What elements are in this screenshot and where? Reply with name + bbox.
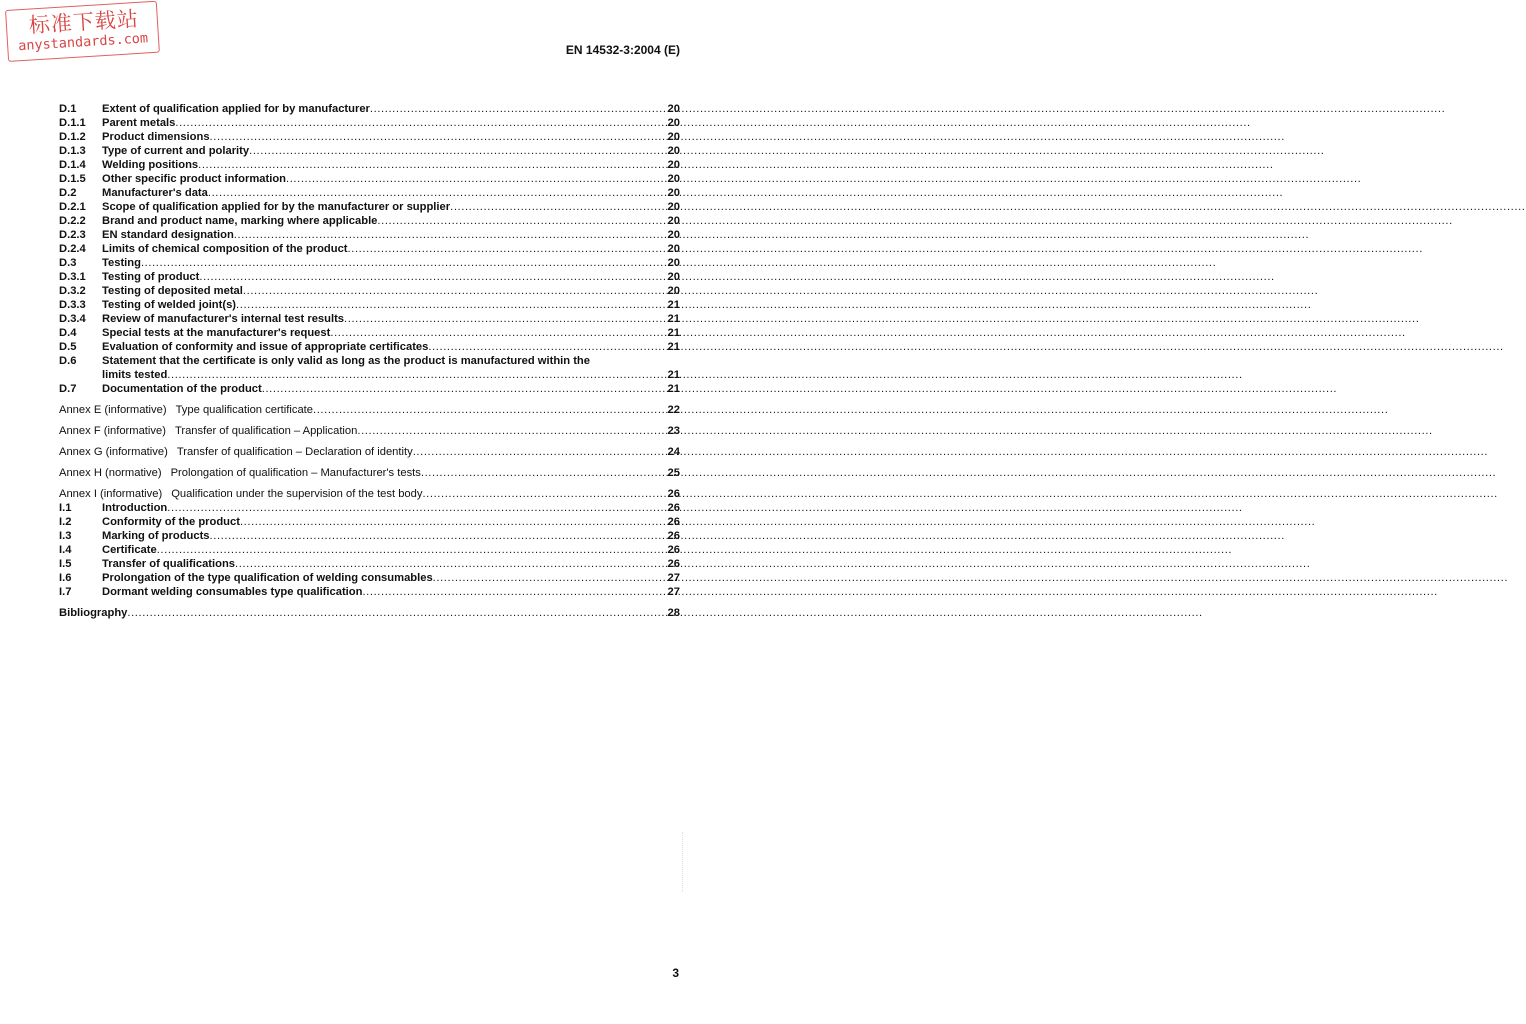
toc-entry[interactable] [59, 501, 680, 515]
toc-entry-title: Transfer of qualifications [102, 558, 236, 570]
annex-page: 26 [667, 488, 680, 500]
bibliography-title: Bibliography [59, 607, 128, 619]
leader-dots [330, 326, 666, 340]
toc-entry-title: Testing of product [102, 271, 200, 283]
toc-entry-page: 20 [667, 145, 680, 157]
toc-entry-title: Brand and product name, marking where applicable [102, 215, 378, 227]
toc-entry-page: 20 [667, 173, 680, 185]
annex-title: Prolongation of qualification – Manufacturer's tests [170, 467, 421, 479]
leader-dots [243, 284, 667, 298]
toc-annex-f[interactable] [59, 424, 680, 438]
toc-entry-title: Review of manufacturer's internal test results [102, 313, 345, 325]
leader-dots [370, 102, 667, 116]
edge-scan-mark [682, 832, 685, 892]
toc-entry[interactable] [59, 116, 680, 130]
annex-page: 24 [667, 446, 680, 458]
annex-page: 22 [667, 404, 680, 416]
toc-entry-number: D.1.5 [59, 173, 86, 185]
toc-entry-number: D.4 [59, 327, 77, 339]
toc-entry-title: Special tests at the manufacturer's request [102, 327, 331, 339]
toc-entry-number: I.2 [59, 516, 72, 528]
toc-entry[interactable] [59, 529, 680, 543]
leader-dots [141, 256, 667, 270]
toc-entry-number: D.1.1 [59, 117, 86, 129]
toc-entry-page: 20 [667, 285, 680, 297]
toc-entry-page: 27 [667, 572, 680, 584]
annex-label: Annex G (informative) [59, 446, 168, 458]
toc-entry[interactable] [59, 186, 680, 200]
toc-entry[interactable] [59, 340, 680, 354]
annex-page: 25 [667, 467, 680, 479]
toc-entry-page: 26 [667, 530, 680, 542]
toc-entry-number: D.2.3 [59, 229, 86, 241]
toc-entry[interactable] [59, 354, 680, 368]
toc-entry-number: D.3 [59, 257, 77, 269]
leader-dots [236, 298, 667, 312]
toc-entry-number: I.3 [59, 530, 72, 542]
toc-entry-page: 20 [667, 131, 680, 143]
annex-page: 23 [667, 425, 680, 437]
toc-entry-title: Statement that the certificate is only valid as long as the product is manufactured within the [102, 355, 590, 367]
annex-title: Type qualification certificate [175, 404, 314, 416]
toc-entry-page: 20 [667, 243, 680, 255]
annex-title: Transfer of qualification – Declaration of identity [176, 446, 413, 458]
toc-entry-number: I.1 [59, 502, 72, 514]
toc-entry-page: 20 [667, 187, 680, 199]
annex-label: Annex E (informative) [59, 404, 167, 416]
toc-entry[interactable] [59, 312, 680, 326]
toc-entry-title: Product dimensions [102, 131, 210, 143]
toc-entry[interactable] [59, 158, 680, 172]
toc-annex-e[interactable] [59, 403, 680, 417]
toc-entry-title: Other specific product information [102, 173, 286, 185]
leader-dots [234, 228, 667, 242]
watermark-url-text: anystandards.com [17, 30, 149, 55]
toc-entry-page: 20 [667, 257, 680, 269]
toc-bibliography[interactable] [59, 606, 680, 620]
toc-entry-page: 21 [667, 341, 680, 353]
toc-entry[interactable] [59, 557, 680, 571]
leader-dots [348, 242, 667, 256]
toc-entry-title-continued: limits tested [102, 369, 168, 381]
document-id: EN 14532-3:2004 (E) [565, 43, 680, 57]
annex-title: Qualification under the supervision of the test body [171, 488, 423, 500]
toc-entry[interactable] [59, 200, 680, 214]
leader-dots [450, 200, 666, 214]
leader-dots [357, 424, 666, 438]
toc-entry-title: Testing [102, 257, 141, 269]
leader-dots [286, 172, 667, 186]
toc-entry-page: 20 [667, 229, 680, 241]
toc-entry-title: Manufacturer's data [102, 187, 208, 199]
toc-entry[interactable] [59, 214, 680, 228]
toc-entry-number: D.2.1 [59, 201, 86, 213]
toc-entry-page: 20 [667, 201, 680, 213]
toc-entry[interactable] [59, 172, 680, 186]
toc-entry[interactable] [59, 515, 680, 529]
watermark-stamp [5, 1, 160, 62]
toc-entry[interactable] [59, 130, 680, 144]
toc-entry-title: Conformity of the product [102, 516, 240, 528]
toc-entry-number: D.1.4 [59, 159, 86, 171]
leader-dots [262, 382, 667, 396]
toc-entry-number: D.7 [59, 383, 77, 395]
annex-title: Transfer of qualification – Application [174, 425, 358, 437]
bibliography-page: 28 [667, 607, 680, 619]
leader-dots [157, 543, 667, 557]
leader-dots [433, 571, 667, 585]
toc-entry-page: 26 [667, 516, 680, 528]
toc-entry[interactable] [59, 585, 680, 599]
toc-entry-number: I.4 [59, 544, 72, 556]
toc-entry-page: 21 [667, 383, 680, 395]
toc-entry-number: I.5 [59, 558, 72, 570]
leader-dots [240, 515, 667, 529]
leader-dots [210, 130, 667, 144]
toc-entry-number: D.3.1 [59, 271, 86, 283]
toc-entry[interactable] [59, 298, 680, 312]
toc-entry-title: Parent metals [102, 117, 176, 129]
toc-entry[interactable] [59, 242, 680, 256]
toc-entry-number: D.2.2 [59, 215, 86, 227]
toc-entry[interactable] [59, 270, 680, 284]
toc-entry-page: 27 [667, 586, 680, 598]
toc-entry-number: D.1 [59, 103, 77, 115]
toc-entry[interactable] [59, 102, 680, 116]
toc-entry-title: Introduction [102, 502, 168, 514]
toc-entry[interactable] [59, 571, 680, 585]
leader-dots [249, 144, 666, 158]
toc-entry-title: Type of current and polarity [102, 145, 250, 157]
toc-entry-page: 26 [667, 502, 680, 514]
page-number: 3 [672, 966, 679, 980]
toc-entry-page: 21 [667, 313, 680, 325]
annex-label: Annex I (informative) [59, 488, 163, 500]
toc-entry[interactable] [59, 256, 680, 270]
toc-entry-number: D.1.2 [59, 131, 86, 143]
leader-dots [198, 158, 666, 172]
toc-entry-page: 21 [667, 369, 680, 381]
toc-entry-number: D.1.3 [59, 145, 86, 157]
leader-dots [362, 585, 666, 599]
toc-entry-page: 20 [667, 103, 680, 115]
leader-dots [175, 116, 666, 130]
toc-entry-page: 21 [667, 327, 680, 339]
leader-dots [377, 214, 666, 228]
toc-entry-page: 20 [667, 271, 680, 283]
toc-entry-number: D.6 [59, 355, 77, 367]
toc-entry-number: D.2.4 [59, 243, 86, 255]
toc-entry[interactable] [59, 284, 680, 298]
table-of-contents [59, 102, 680, 620]
toc-entry-number: D.2 [59, 187, 77, 199]
toc-entry-number: D.3.4 [59, 313, 86, 325]
toc-entry-title: Testing of deposited metal [102, 285, 243, 297]
toc-entry-title: Marking of products [102, 530, 210, 542]
watermark-chinese-text: 标准下载站 [28, 6, 140, 38]
toc-entry-page: 26 [667, 544, 680, 556]
toc-entry-title: Extent of qualification applied for by manufacturer [102, 103, 370, 115]
annex-label: Annex H (normative) [59, 467, 162, 479]
toc-entry-title: EN standard designation [102, 229, 234, 241]
leader-dots [422, 487, 666, 501]
toc-entry-title: Documentation of the product [102, 383, 262, 395]
leader-dots [428, 340, 666, 354]
toc-annex-g[interactable] [59, 445, 680, 459]
toc-entry-title: Limits of chemical composition of the product [102, 243, 348, 255]
leader-dots [167, 501, 666, 515]
toc-entry-title: Evaluation of conformity and issue of appropriate certificates [102, 341, 429, 353]
toc-annex-i[interactable] [59, 487, 680, 501]
leader-dots [421, 466, 667, 480]
toc-annex-h[interactable] [59, 466, 680, 480]
toc-entry-page: 26 [667, 558, 680, 570]
toc-entry[interactable] [59, 543, 680, 557]
toc-entry-continuation[interactable] [59, 368, 680, 382]
toc-entry-number: D.5 [59, 341, 77, 353]
toc-entry-title: Prolongation of the type qualification of welding consumables [102, 572, 433, 584]
leader-dots [235, 557, 667, 571]
toc-entry-title: Scope of qualification applied for by the manufacturer or supplier [102, 201, 451, 213]
toc-entry-number: D.3.3 [59, 299, 86, 311]
toc-entry-number: D.3.2 [59, 285, 86, 297]
annex-label: Annex F (informative) [59, 425, 166, 437]
leader-dots [199, 270, 666, 284]
leader-dots [413, 445, 667, 459]
leader-dots [344, 312, 667, 326]
leader-dots [167, 368, 666, 382]
toc-entry-page: 20 [667, 117, 680, 129]
toc-entry[interactable] [59, 144, 680, 158]
toc-entry-page: 20 [667, 215, 680, 227]
leader-dots [127, 606, 666, 620]
leader-dots [210, 529, 667, 543]
leader-dots [208, 186, 667, 200]
toc-entry-title: Welding positions [102, 159, 199, 171]
leader-dots [313, 403, 667, 417]
toc-entry[interactable] [59, 228, 680, 242]
toc-entry[interactable] [59, 382, 680, 396]
toc-entry-title: Certificate [102, 544, 157, 556]
toc-entry-number: I.7 [59, 586, 72, 598]
toc-entry[interactable] [59, 326, 680, 340]
toc-entry-title: Dormant welding consumables type qualification [102, 586, 363, 598]
toc-entry-page: 21 [667, 299, 680, 311]
toc-entry-page: 20 [667, 159, 680, 171]
toc-entry-title: Testing of welded joint(s) [102, 299, 237, 311]
toc-entry-number: I.6 [59, 572, 72, 584]
